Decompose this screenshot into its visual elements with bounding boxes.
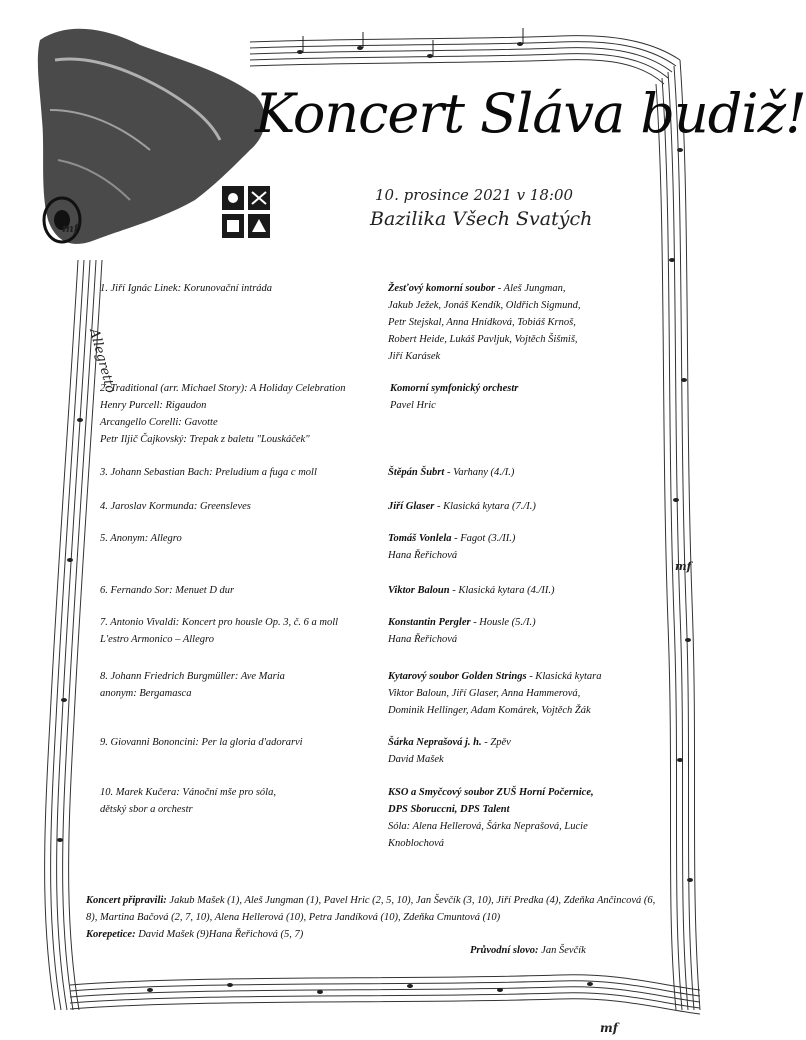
narration-credit — [470, 945, 586, 956]
dynamic-marking: mf — [600, 1021, 618, 1035]
concert-title: Koncert Sláva budiž! — [255, 82, 806, 145]
concert-venue: Bazilika Všech Svatých — [370, 208, 593, 230]
credits-text: Jakub Mašek (1), Aleš Jungman (1), Pavel Hric (2, 5, 10), Jan Ševčík (3, 10), Jiří Predka (4), Zdeňka Ančincová (6, 8), Martina Bačová (2, 7, 10), Alena Hellerová (10), Petra Jandíková (10), Zdeňka Cmuntová (10) — [86, 895, 656, 923]
program-item-6-works: 6. Fernando Sor: Menuet D dur — [100, 585, 235, 596]
school-logo — [222, 186, 270, 238]
program-item-3-works: 3. Johann Sebastian Bach: Preludium a fuga c moll — [100, 467, 317, 478]
allegretto-marking: Allegretto — [86, 327, 118, 395]
narration-name: Jan Ševčík — [538, 945, 586, 956]
program-item-7-works: 7. Antonio Vivaldi: Koncert pro housle Op. 3, č. 6 a moll L'estro Armonico – Allegro — [100, 617, 339, 645]
program-item-4-performers: Jiří Glaser - Klasická kytara (7./I.) — [388, 501, 536, 512]
narration-label: Průvodní slovo: — [470, 945, 539, 956]
right-staff — [656, 60, 700, 1010]
concert-date: 10. prosince 2021 v 18:00 — [375, 186, 574, 204]
program-item-9-performers: Šárka Neprašová j. h. - Zpěv David Mašek — [388, 737, 511, 765]
program-item-2-performers: Komorní symfonický orchestr Pavel Hric — [390, 383, 519, 411]
top-staff — [250, 36, 680, 84]
korepetice-label: Korepetice: — [86, 929, 136, 940]
credits-label: Koncert připravili: — [86, 895, 167, 906]
program-item-8-performers: Kytarový soubor Golden Strings - Klasická kytara Viktor Baloun, Jiří Glaser, Anna Hammerová, Dominik Hellinger, Adam Komárek, Vojtěch Žák — [388, 671, 602, 716]
dynamic-marking: mf — [62, 222, 79, 235]
bottom-staff — [70, 975, 700, 1014]
program-item-1-works: 1. Jiří Ignác Linek: Korunovační intráda — [100, 283, 273, 294]
program-item-9-works: 9. Giovanni Bononcini: Per la gloria d'adorarvi — [100, 737, 303, 748]
program-item-5-works: 5. Anonym: Allegro — [100, 533, 182, 544]
program-item-10-works: 10. Marek Kučera: Vánoční mše pro sóla, dětský sbor a orchestr — [100, 787, 276, 815]
korepetice-text: David Mašek (9)Hana Řeřichová (5, 7) — [135, 929, 304, 940]
dynamic-marking: mf — [675, 560, 692, 573]
program-item-6-performers: Viktor Baloun - Klasická kytara (4./II.) — [388, 585, 555, 596]
program-item-3-performers: Štěpán Šubrt - Varhany (4./I.) — [388, 467, 515, 478]
program-item-2-works: 2. Traditional (arr. Michael Story): A Holiday Celebration Henry Purcell: Rigaudon Arcangello Corelli: Gavotte Petr Iljič Čajkovský: Trepak z baletu "Louskáček" — [100, 383, 346, 445]
program-item-10-performers: KSO a Smyčcový soubor ZUŠ Horní Počernice, DPS Sboruccni, DPS Talent Sóla: Alena Hellerová, Šárka Neprašová, Lucie Knoblochová — [388, 787, 594, 849]
program-item-7-performers: Konstantin Pergler - Housle (5./I.) Hana Řeřichová — [388, 617, 536, 645]
program-item-1-performers: Žesťový komorní soubor - Aleš Jungman, Jakub Ježek, Jonáš Kendík, Oldřich Sigmund, Petr Stejskal, Anna Hnídková, Tobiáš Krnoš, Robert Heide, Lukáš Pavljuk, Vojtěch Šišmiš, Jiří Karásek — [388, 283, 581, 362]
program-item-4-works: 4. Jaroslav Kormunda: Greensleves — [100, 501, 251, 512]
program-item-5-performers: Tomáš Vonlela - Fagot (3./II.) Hana Řeřichová — [388, 533, 516, 561]
credits-footer — [86, 892, 666, 943]
program-item-8-works: 8. Johann Friedrich Burgmüller: Ave Maria anonym: Bergamasca — [100, 671, 285, 699]
